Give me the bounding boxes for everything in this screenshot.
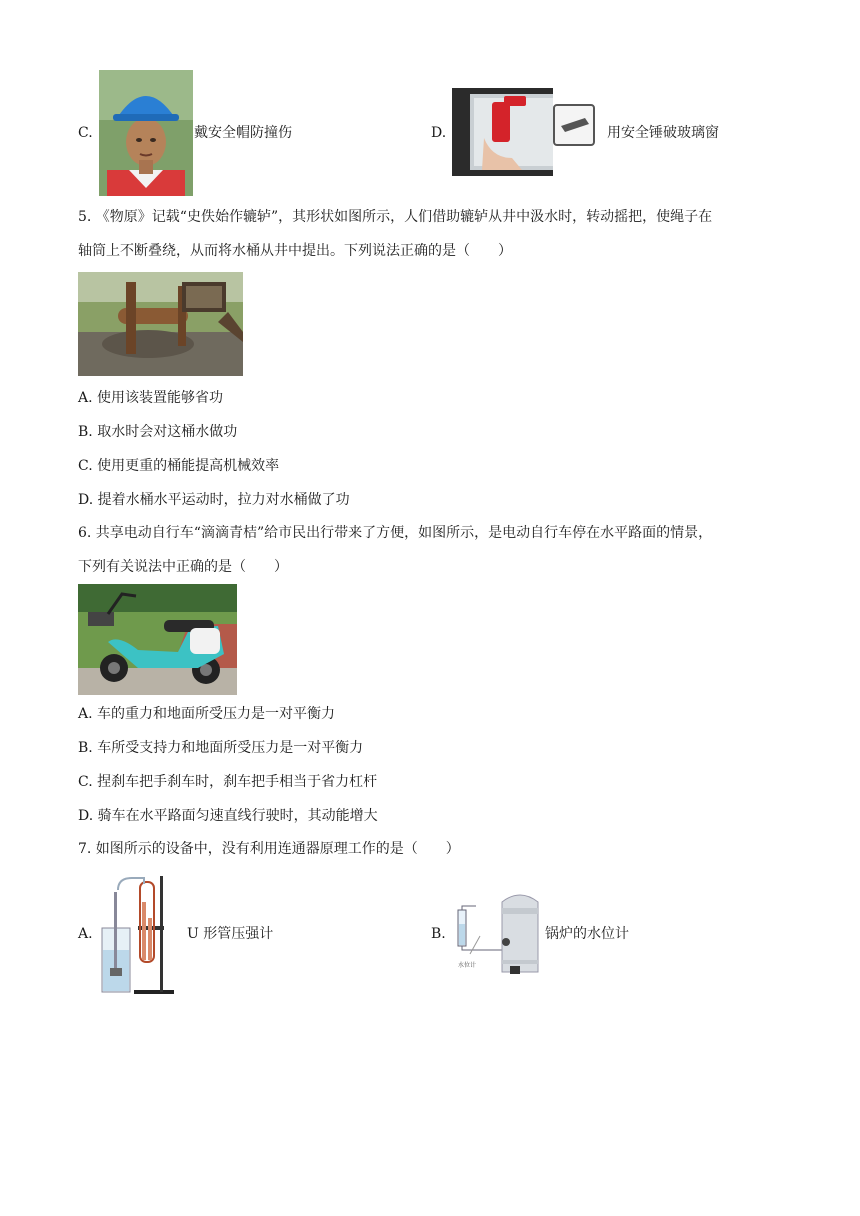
q5-option-b: B. 取水时会对这桶水做功 — [78, 424, 238, 440]
q7-option-a-text: U 形管压强计 — [187, 926, 274, 942]
option-d-letter: D. — [431, 125, 447, 141]
helmet-worker-photo — [99, 70, 193, 196]
q7-option-b-letter: B. — [431, 926, 446, 942]
hammer-tip-inset — [553, 104, 595, 146]
q5-option-a: A. 使用该装置能够省功 — [78, 390, 224, 406]
option-d-text: 用安全锤破玻璃窗 — [607, 125, 719, 141]
option-c-letter: C. — [78, 125, 93, 141]
q6-stem-line1: 6. 共享电动自行车“滴滴青桔”给市民出行带来了方便，如图所示，是电动自行车停在水平路面的情景， — [78, 525, 713, 541]
safety-hammer-photo — [452, 88, 553, 176]
u-tube-manometer-figure — [98, 872, 182, 996]
option-c-text: 戴安全帽防撞伤 — [194, 125, 292, 141]
windlass-well-photo — [78, 272, 243, 376]
q7-option-b-text: 锅炉的水位计 — [545, 926, 629, 942]
q6-stem-line2: 下列有关说法中正确的是（ ） — [78, 559, 288, 575]
q5-stem-line1: 5. 《物原》记载“史佚始作辘轳”，其形状如图所示，人们借助辘轳从井中汲水时，转动摇把，使绳子在 — [78, 209, 713, 225]
q5-option-d: D. 提着水桶水平运动时，拉力对水桶做了功 — [78, 492, 350, 508]
water-gauge-label: 水位计 — [458, 962, 477, 969]
q6-option-c: C. 捏刹车把手刹车时，刹车把手相当于省力杠杆 — [78, 774, 378, 790]
q7-option-a-letter: A. — [78, 926, 93, 942]
q5-option-c: C. 使用更重的桶能提高机械效率 — [78, 458, 280, 474]
q6-option-d: D. 骑车在水平路面匀速直线行驶时，其动能增大 — [78, 808, 378, 824]
q5-stem-line2: 轴筒上不断叠绕，从而将水桶从井中提出。下列说法正确的是（ ） — [78, 243, 512, 259]
electric-bike-photo — [78, 584, 237, 695]
boiler-water-gauge-figure — [452, 888, 542, 978]
q7-stem: 7. 如图所示的设备中，没有利用连通器原理工作的是（ ） — [78, 841, 460, 857]
q6-option-a: A. 车的重力和地面所受压力是一对平衡力 — [78, 706, 336, 722]
q6-option-b: B. 车所受支持力和地面所受压力是一对平衡力 — [78, 740, 364, 756]
